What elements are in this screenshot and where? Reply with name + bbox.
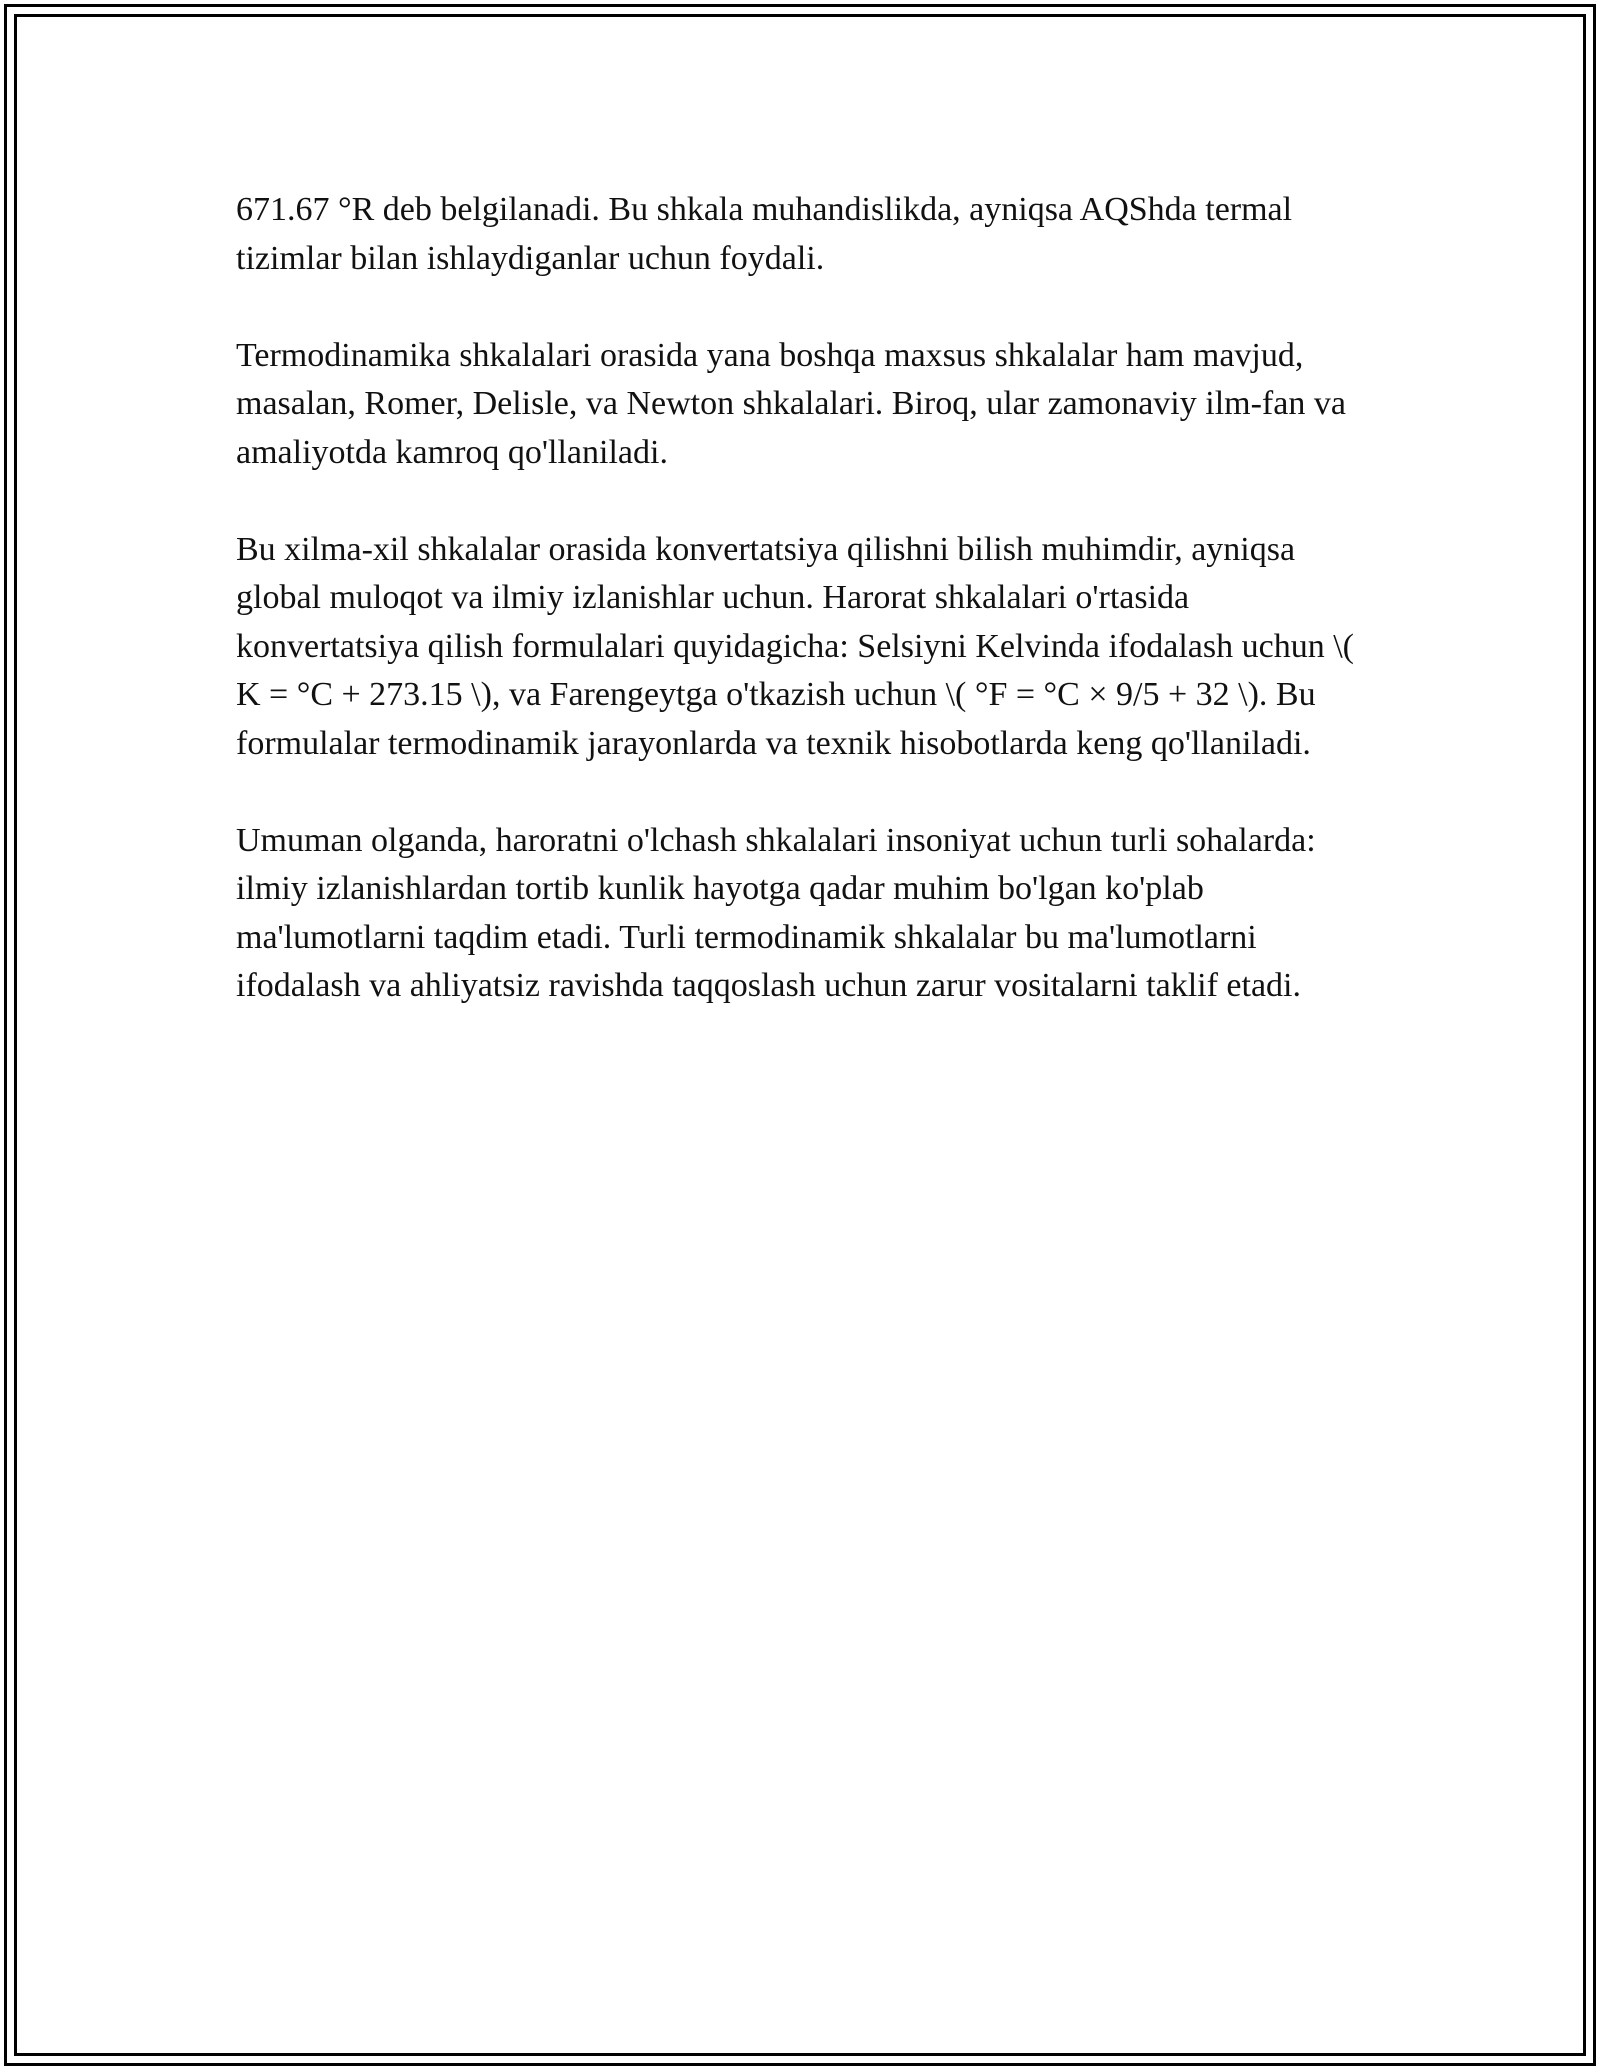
paragraph-conclusion: Umuman olganda, haroratni o'lchash shkalalari insoniyat uchun turli sohalarda: ilmiy izlanishlardan tortib kunlik hayotga qadar muhim bo'lgan ko'plab ma'lumotlarni taqdim etadi. Turli termodinamik shkalalar bu ma'lumotlarni ifodalash va ahliyatsiz ravishda taqqoslash uchun zarur vositalarni taklif etadi.	[236, 821, 1316, 1004]
paragraph-other-scales: Termodinamika shkalalari orasida yana boshqa maxsus shkalalar ham mavjud, masalan, Romer, Delisle, va Newton shkalalari. Biroq, ular zamonaviy ilm-fan va amaliyotda kamroq qo'llaniladi.	[236, 336, 1346, 471]
paragraph-rankine-scale: 671.67 °R deb belgilanadi. Bu shkala muhandislikda, ayniqsa AQShda termal tizimlar bilan ishlaydiganlar uchun foydali.	[236, 191, 1293, 277]
document-body	[236, 186, 1356, 1059]
paragraph-conversion-formulas: Bu xilma-xil shkalalar orasida konvertatsiya qilishni bilish muhimdir, ayniqsa global muloqot va ilmiy izlanishlar uchun. Harorat shkalalari o'rtasida konvertatsiya qilish formulalari quyidagicha: Selsiyni Kelvinda ifodalash uchun \( K = °C + 273.15 \), va Farengeytga o'tkazish uchun \( °F = °C × 9/5 + 32 \). Bu formulalar termodinamik jarayonlarda va texnik hisobotlarda keng qo'llaniladi.	[236, 530, 1354, 762]
